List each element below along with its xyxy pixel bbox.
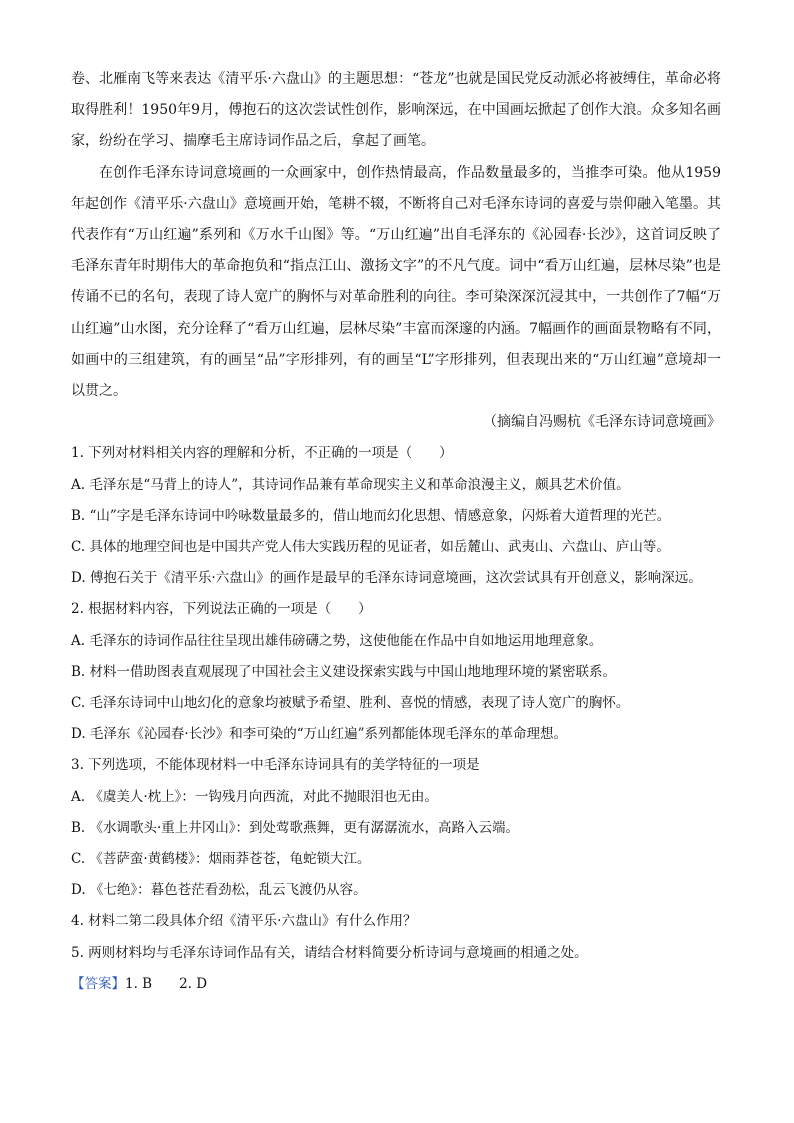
document-page (71, 64, 721, 1000)
question-1-option-c: C. 具体的地理空间也是中国共产党人伟大实践历程的见证者，如岳麓山、武夷山、六盘山、庐山等。 (71, 539, 670, 556)
question-1-option-d: D. 傅抱石关于《清平乐·六盘山》的画作是最早的毛泽东诗词意境画，这次尝试具有开创意义，影响深远。 (71, 570, 702, 587)
question-5: 5. 两则材料均与毛泽东诗词作品有关，请结合材料简要分析诗词与意境画的相通之处。 (71, 944, 588, 961)
question-1-option-b: B. “山”字是毛泽东诗词中吟咏数量最多的，借山地而幻化思想、情感意象，闪烁着大道哲理的光芒。 (71, 507, 671, 524)
question-3-option-b: B. 《水调歌头·重上井冈山》：到处莺歌燕舞，更有潺潺流水，高路入云端。 (71, 819, 520, 836)
question-3-option-d: D. 《七绝》：暮色苍茫看劲松，乱云飞渡仍从容。 (71, 882, 367, 899)
answer-text: 1. B 2. D (125, 975, 208, 992)
question-3-stem: 3. 下列选项，不能体现材料一中毛泽东诗词具有的美学特征的一项是 (71, 757, 480, 774)
question-3 (71, 750, 721, 906)
question-1 (71, 438, 721, 594)
question-2-option-a: A. 毛泽东的诗词作品往往呈现出雄伟磅礴之势，这使他能在作品中自如地运用地理意象。 (71, 632, 603, 649)
question-2-stem: 2. 根据材料内容，下列说法正确的一项是（ ） (71, 601, 372, 618)
question-3-option-a: A. 《虞美人·枕上》：一钩残月向西流，对此不抛眼泪也无由。 (71, 788, 438, 805)
question-4: 4. 材料二第二段具体介绍《清平乐·六盘山》有什么作用？ (71, 913, 417, 930)
question-3-option-c: C. 《菩萨蛮·黄鹤楼》：烟雨莽苍苍，龟蛇锁大江。 (71, 851, 371, 868)
question-2-option-b: B. 材料一借助图表直观展现了中国社会主义建设探索实践与中国山地地理环境的紧密联系。 (71, 663, 617, 680)
answer-label: 【答案】 (71, 975, 125, 992)
passage-paragraph-2: 在创作毛泽东诗词意境画的一众画家中，创作热情最高，作品数量最多的，当推李可染。他从1959年起创作《清平乐·六盘山》意境画开始，笔耕不辍，不断将自己对毛泽东诗词的喜爱与崇仰融入笔墨。其代表作有“万山红遍”系列和《万水千山图》等。“万山红遍”出自毛泽东的《沁园春·长沙》，这首词反映了毛泽东青年时期伟大的革命抱负和“指点江山、激扬文字”的不凡气度。词中“看万山红遍，层林尽染”也是传诵不已的名句，表现了诗人宽广的胸怀与对革命胜利的向往。李可染深深沉浸其中，一共创作了7幅“万山红遍”山水图，充分诠释了“看万山红遍，层林尽染”丰富而深邃的内涵。7幅画作的画面景物略有不同，如画中的三组建筑，有的画呈“品”字形排列，有的画呈“L”字形排列，但表现出来的“万山红遍”意境却一以贯之。 (71, 164, 721, 400)
question-1-option-a: A. 毛泽东是“马背上的诗人”，其诗词作品兼有革命现实主义和革命浪漫主义，颇具艺术价值。 (71, 476, 630, 493)
question-1-stem: 1. 下列对材料相关内容的理解和分析，不正确的一项是（ ） (71, 445, 453, 462)
question-2 (71, 594, 721, 750)
question-2-option-c: C. 毛泽东诗词中山地幻化的意象均被赋予希望、胜利、喜悦的情感，表现了诗人宽广的胸怀。 (71, 695, 630, 712)
passage-paragraph-1: 卷、北雁南飞等来表达《清平乐·六盘山》的主题思想：“苍龙”也就是国民党反动派必将被缚住，革命必将取得胜利！1950年9月，傅抱石的这次尝试性创作，影响深远，在中国画坛掀起了创作大浪。众多知名画家，纷纷在学习、揣摩毛主席诗词作品之后，拿起了画笔。 (71, 71, 721, 150)
answer-line (71, 969, 721, 1000)
source-citation: （摘编自冯赐杭《毛泽东诗词意境画》 (483, 414, 721, 431)
question-2-option-d: D. 毛泽东《沁园春·长沙》和李可染的“万山红遍”系列都能体现毛泽东的革命理想。 (71, 726, 568, 743)
